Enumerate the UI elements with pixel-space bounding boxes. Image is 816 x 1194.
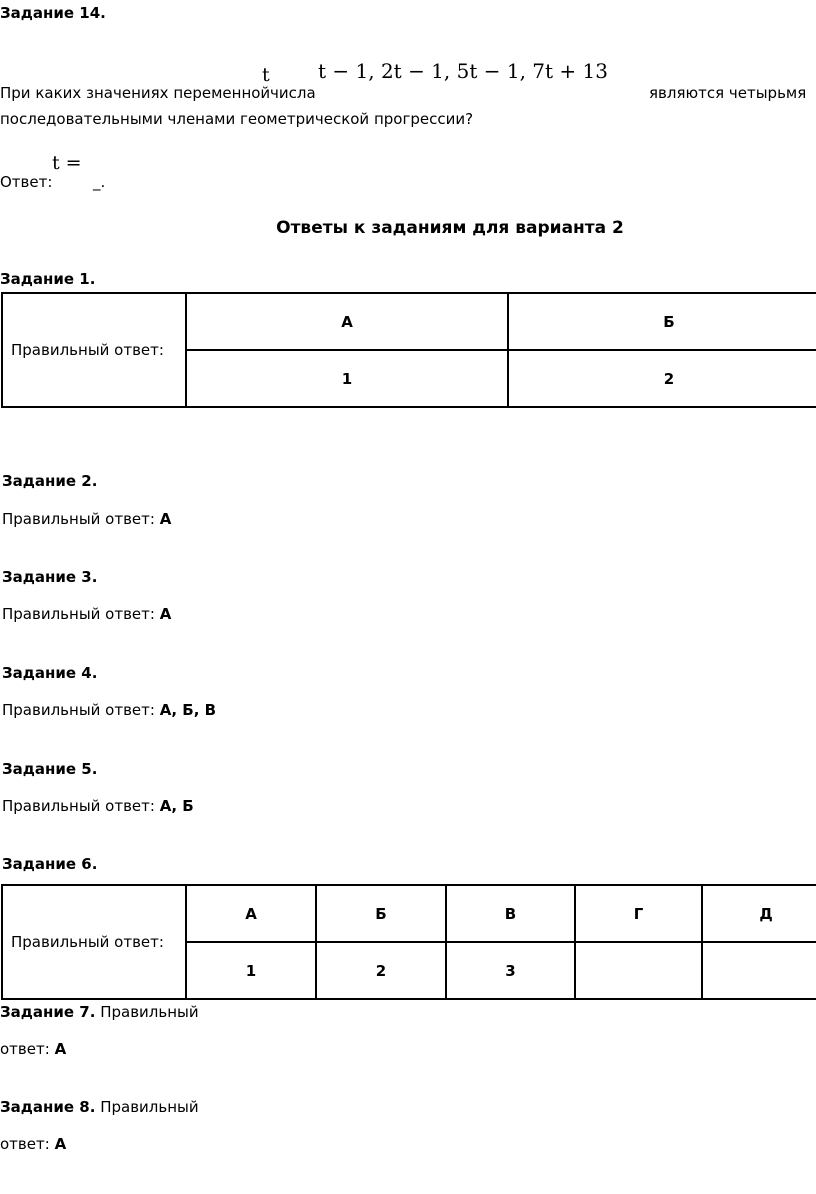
task3-answer-value: А bbox=[159, 605, 172, 623]
task6-column-header: Б bbox=[316, 885, 446, 942]
task14-question-line2: последовательными членами геометрической прогрессии? bbox=[0, 110, 474, 128]
task2-answer bbox=[2, 510, 171, 528]
task14-answer-formula: t = bbox=[52, 152, 82, 174]
task6-column-header: В bbox=[446, 885, 575, 942]
task6-answer-table bbox=[1, 884, 816, 1000]
task7-line1 bbox=[0, 1003, 199, 1021]
task4-answer-label: Правильный ответ: bbox=[2, 701, 155, 719]
task14-variable: t bbox=[262, 64, 270, 86]
task2-heading: Задание 2. bbox=[2, 472, 98, 490]
task14-formula: t − 1, 2t − 1, 5t − 1, 7t + 13 bbox=[318, 59, 608, 83]
task5-answer bbox=[2, 797, 194, 815]
task8-line2 bbox=[0, 1135, 66, 1153]
task6-answer-cell: 2 bbox=[316, 942, 446, 999]
task2-answer-value: А bbox=[159, 510, 172, 528]
task4-heading: Задание 4. bbox=[2, 664, 98, 682]
task1-answer-cell: 1 bbox=[186, 350, 508, 407]
task4-answer-value: А, Б, В bbox=[159, 701, 217, 719]
task14-question-end: являются четырьмя bbox=[649, 84, 807, 102]
task14-question-mid: числа bbox=[270, 84, 316, 102]
task6-answer-cell bbox=[702, 942, 816, 999]
task7-line2 bbox=[0, 1040, 66, 1058]
task1-answer-table bbox=[1, 292, 816, 408]
task6-row-label: Правильный ответ: bbox=[2, 885, 186, 999]
task8-answer-label-cont: ответ: bbox=[0, 1135, 50, 1153]
task7-answer-label: Правильный bbox=[100, 1003, 199, 1021]
task14-answer-label: Ответ: bbox=[0, 173, 53, 191]
task1-column-header: А bbox=[186, 293, 508, 350]
task6-heading: Задание 6. bbox=[2, 855, 98, 873]
task14-question-start: При каких значениях переменной bbox=[0, 84, 271, 102]
task1-heading: Задание 1. bbox=[0, 270, 96, 288]
task1-column-header: Б bbox=[508, 293, 816, 350]
task6-answer-cell: 1 bbox=[186, 942, 316, 999]
task2-answer-label: Правильный ответ: bbox=[2, 510, 155, 528]
task1-answer-cell: 2 bbox=[508, 350, 816, 407]
task4-answer bbox=[2, 701, 216, 719]
task7-heading: Задание 7. bbox=[0, 1003, 96, 1021]
task5-heading: Задание 5. bbox=[2, 760, 98, 778]
task7-answer-label-cont: ответ: bbox=[0, 1040, 50, 1058]
answers-title: Ответы к заданиям для варианта 2 bbox=[276, 218, 624, 238]
task14-heading: Задание 14. bbox=[0, 4, 106, 22]
task6-answer-cell bbox=[575, 942, 702, 999]
task5-answer-value: А, Б bbox=[159, 797, 194, 815]
task6-column-header: Д bbox=[702, 885, 816, 942]
task6-answer-cell: 3 bbox=[446, 942, 575, 999]
task5-answer-label: Правильный ответ: bbox=[2, 797, 155, 815]
task6-column-header: Г bbox=[575, 885, 702, 942]
task3-answer-label: Правильный ответ: bbox=[2, 605, 155, 623]
task8-answer-label: Правильный bbox=[100, 1098, 199, 1116]
task8-line1 bbox=[0, 1098, 199, 1116]
task3-answer bbox=[2, 605, 171, 623]
task6-column-header: А bbox=[186, 885, 316, 942]
task1-row-label: Правильный ответ: bbox=[2, 293, 186, 407]
task8-answer-value: А bbox=[54, 1135, 67, 1153]
task7-answer-value: А bbox=[54, 1040, 67, 1058]
task8-heading: Задание 8. bbox=[0, 1098, 96, 1116]
task14-answer-blank: _. bbox=[93, 173, 106, 191]
task3-heading: Задание 3. bbox=[2, 568, 98, 586]
